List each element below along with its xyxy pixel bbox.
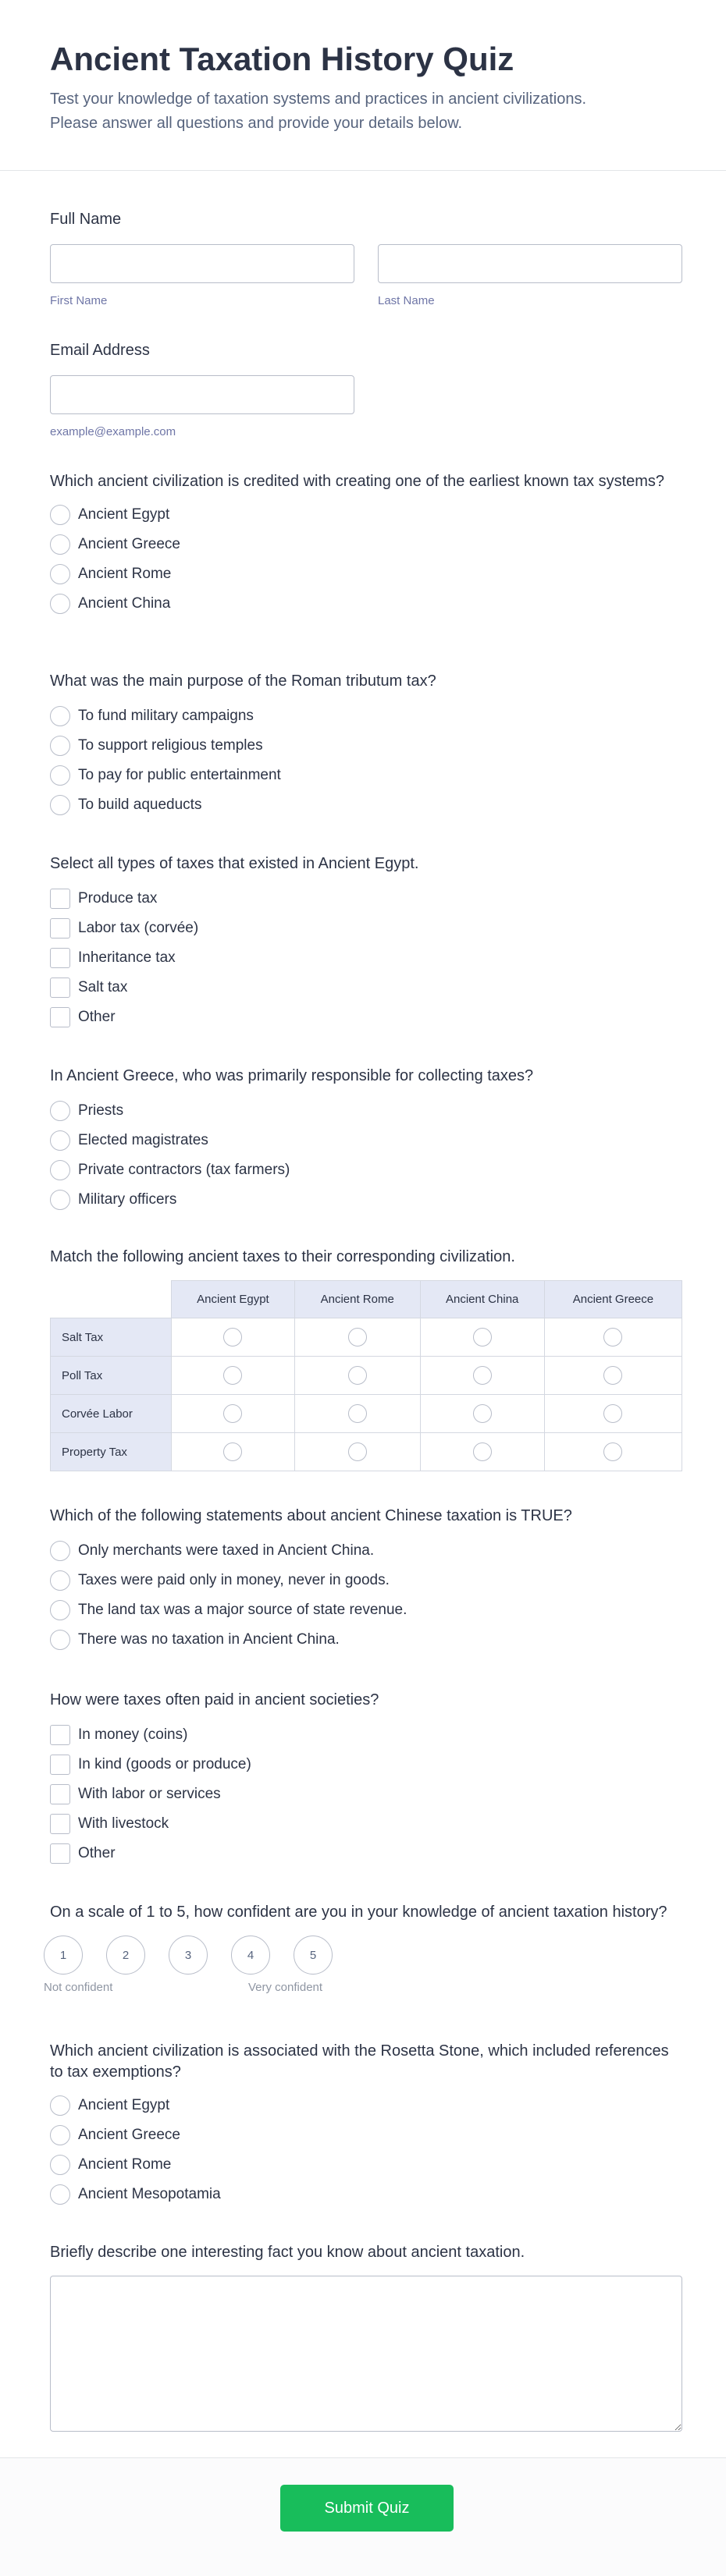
matrix-radio[interactable]: [348, 1328, 367, 1347]
question-10: [50, 2242, 682, 2436]
matrix-radio[interactable]: [348, 1366, 367, 1385]
matrix-column-header: Ancient Egypt: [172, 1281, 295, 1318]
scale-option-1[interactable]: 1: [44, 1936, 83, 1975]
question-8: [44, 1902, 682, 1996]
page-title: Ancient Taxation History Quiz: [50, 41, 514, 77]
scale-option-4[interactable]: 4: [231, 1936, 270, 1975]
question-7-label: How were taxes often paid in ancient societies?: [50, 1691, 379, 1708]
q9-option[interactable]: Ancient Egypt: [50, 2091, 682, 2120]
question-5-label: Match the following ancient taxes to their corresponding civilization.: [50, 1248, 515, 1265]
last-name-input[interactable]: [378, 244, 682, 283]
radio-button[interactable]: [50, 1541, 70, 1561]
q6-option[interactable]: There was no taxation in Ancient China.: [50, 1625, 682, 1655]
fact-textarea[interactable]: [50, 2276, 682, 2432]
q3-option[interactable]: Other: [50, 1002, 682, 1032]
matrix-radio[interactable]: [223, 1442, 242, 1461]
matrix-radio[interactable]: [473, 1366, 492, 1385]
matrix-corner: [51, 1281, 172, 1318]
matrix-radio[interactable]: [223, 1366, 242, 1385]
question-6: [50, 1506, 682, 1655]
matrix-row: [51, 1318, 682, 1357]
radio-button[interactable]: [50, 1101, 70, 1121]
scale-option-5[interactable]: 5: [294, 1936, 333, 1975]
scale-labels: [44, 1981, 682, 1996]
q2-option[interactable]: To support religious temples: [50, 731, 682, 761]
checkbox[interactable]: [50, 889, 70, 909]
matrix-row: [51, 1357, 682, 1395]
question-7: [50, 1690, 682, 1868]
matrix-row-header: Property Tax: [51, 1433, 172, 1471]
matrix-column-header: Ancient China: [420, 1281, 544, 1318]
checkbox[interactable]: [50, 918, 70, 939]
radio-button[interactable]: [50, 1630, 70, 1650]
checkbox[interactable]: [50, 1784, 70, 1804]
checkbox[interactable]: [50, 1725, 70, 1745]
matrix-radio[interactable]: [348, 1404, 367, 1423]
matrix-radio[interactable]: [603, 1328, 622, 1347]
matrix-radio[interactable]: [223, 1328, 242, 1347]
question-1-label: Which ancient civilization is credited with creating one of the earliest known tax systems?: [50, 473, 665, 490]
question-3-label: Select all types of taxes that existed in Ancient Egypt.: [50, 855, 419, 872]
q1-option[interactable]: Ancient Egypt: [50, 500, 682, 530]
q6-option[interactable]: Taxes were paid only in money, never in goods.: [50, 1566, 682, 1595]
q3-option[interactable]: Labor tax (corvée): [50, 914, 682, 943]
q7-option[interactable]: Other: [50, 1839, 682, 1868]
radio-button[interactable]: [50, 1600, 70, 1620]
q3-option[interactable]: Salt tax: [50, 973, 682, 1002]
matrix-row-header: Salt Tax: [51, 1318, 172, 1357]
radio-button[interactable]: [50, 1570, 70, 1591]
matrix-radio[interactable]: [473, 1328, 492, 1347]
checkbox[interactable]: [50, 1843, 70, 1864]
question-10-label: Briefly describe one interesting fact you know about ancient taxation.: [50, 2244, 525, 2261]
matrix-row: [51, 1395, 682, 1433]
q9-option[interactable]: Ancient Greece: [50, 2120, 682, 2150]
checkbox[interactable]: [50, 948, 70, 968]
q2-option[interactable]: To fund military campaigns: [50, 701, 682, 731]
q4-option[interactable]: Military officers: [50, 1185, 682, 1215]
scale-option-2[interactable]: 2: [106, 1936, 145, 1975]
matrix-radio[interactable]: [473, 1404, 492, 1423]
email-sublabel: example@example.com: [50, 425, 176, 438]
q7-option[interactable]: In money (coins): [50, 1720, 682, 1750]
checkbox[interactable]: [50, 978, 70, 998]
q4-option[interactable]: Elected magistrates: [50, 1126, 682, 1155]
q2-option[interactable]: To pay for public entertainment: [50, 761, 682, 790]
matrix-row-header: Poll Tax: [51, 1357, 172, 1395]
radio-button[interactable]: [50, 795, 70, 815]
radio-button[interactable]: [50, 534, 70, 555]
matrix-radio[interactable]: [603, 1404, 622, 1423]
radio-button[interactable]: [50, 2125, 70, 2145]
last-name-sublabel: Last Name: [378, 294, 435, 307]
matrix-column-header: Ancient Greece: [544, 1281, 682, 1318]
q2-option[interactable]: To build aqueducts: [50, 790, 682, 820]
checkbox[interactable]: [50, 1755, 70, 1775]
matrix-row: [51, 1433, 682, 1471]
question-9: [50, 2041, 682, 2209]
q3-option[interactable]: Produce tax: [50, 884, 682, 914]
q7-option[interactable]: With labor or services: [50, 1779, 682, 1809]
radio-button[interactable]: [50, 2155, 70, 2175]
q9-option[interactable]: Ancient Mesopotamia: [50, 2180, 682, 2209]
q7-option[interactable]: With livestock: [50, 1809, 682, 1839]
description-line-2: Please answer all questions and provide your details below.: [50, 115, 463, 132]
question-2-label: What was the main purpose of the Roman tributum tax?: [50, 672, 436, 690]
description-line-1: Test your knowledge of taxation systems and practices in ancient civilizations.: [50, 90, 587, 108]
radio-button[interactable]: [50, 564, 70, 584]
email-field: [50, 340, 682, 438]
q6-option[interactable]: The land tax was a major source of state revenue.: [50, 1595, 682, 1625]
first-name-input[interactable]: [50, 244, 354, 283]
form-header: [0, 0, 726, 171]
email-label: Email Address: [50, 342, 150, 359]
matrix-radio[interactable]: [473, 1442, 492, 1461]
radio-button[interactable]: [50, 2184, 70, 2205]
email-input[interactable]: [50, 375, 354, 414]
q7-option[interactable]: In kind (goods or produce): [50, 1750, 682, 1779]
question-5: [50, 1247, 682, 1471]
radio-button[interactable]: [50, 505, 70, 525]
matrix-radio[interactable]: [603, 1366, 622, 1385]
q1-option[interactable]: Ancient China: [50, 589, 682, 619]
matrix-radio[interactable]: [603, 1442, 622, 1461]
radio-button[interactable]: [50, 594, 70, 614]
checkbox[interactable]: [50, 1814, 70, 1834]
q9-option[interactable]: Ancient Rome: [50, 2150, 682, 2180]
matrix-column-header: Ancient Rome: [294, 1281, 420, 1318]
full-name-field: [50, 209, 682, 307]
question-2: [50, 671, 682, 820]
submit-button[interactable]: Submit Quiz: [280, 2485, 454, 2532]
form-footer: [0, 2457, 726, 2576]
radio-button[interactable]: [50, 1130, 70, 1151]
scale-max-label: Very confident: [248, 1981, 323, 1994]
question-4: [50, 1066, 682, 1215]
q1-option[interactable]: Ancient Rome: [50, 559, 682, 589]
matrix-row-header: Corvée Labor: [51, 1395, 172, 1433]
question-9-label: Which ancient civilization is associated with the Rosetta Stone, which included references to tax exemptions?: [50, 2042, 669, 2081]
q1-option[interactable]: Ancient Greece: [50, 530, 682, 559]
question-4-label: In Ancient Greece, who was primarily responsible for collecting taxes?: [50, 1067, 534, 1084]
q6-option[interactable]: Only merchants were taxed in Ancient China.: [50, 1536, 682, 1566]
matrix-table: [50, 1280, 682, 1471]
radio-button[interactable]: [50, 2095, 70, 2116]
q3-option[interactable]: Inheritance tax: [50, 943, 682, 973]
scale-option-3[interactable]: 3: [169, 1936, 208, 1975]
scale-min-label: Not confident: [44, 1981, 113, 1994]
radio-button[interactable]: [50, 1190, 70, 1210]
question-8-label: On a scale of 1 to 5, how confident are you in your knowledge of ancient taxation history?: [50, 1904, 667, 1921]
radio-button[interactable]: [50, 765, 70, 786]
full-name-label: Full Name: [50, 211, 122, 228]
rating-scale: [44, 1936, 682, 1975]
checkbox[interactable]: [50, 1007, 70, 1027]
page-description: [50, 87, 676, 136]
q4-option[interactable]: Private contractors (tax farmers): [50, 1155, 682, 1185]
radio-button[interactable]: [50, 736, 70, 756]
matrix-radio[interactable]: [223, 1404, 242, 1423]
matrix-radio[interactable]: [348, 1442, 367, 1461]
question-3: [50, 853, 682, 1032]
question-6-label: Which of the following statements about ancient Chinese taxation is TRUE?: [50, 1507, 572, 1524]
first-name-sublabel: First Name: [50, 294, 108, 307]
radio-button[interactable]: [50, 1160, 70, 1180]
radio-button[interactable]: [50, 706, 70, 726]
question-1: [50, 471, 682, 619]
q4-option[interactable]: Priests: [50, 1096, 682, 1126]
